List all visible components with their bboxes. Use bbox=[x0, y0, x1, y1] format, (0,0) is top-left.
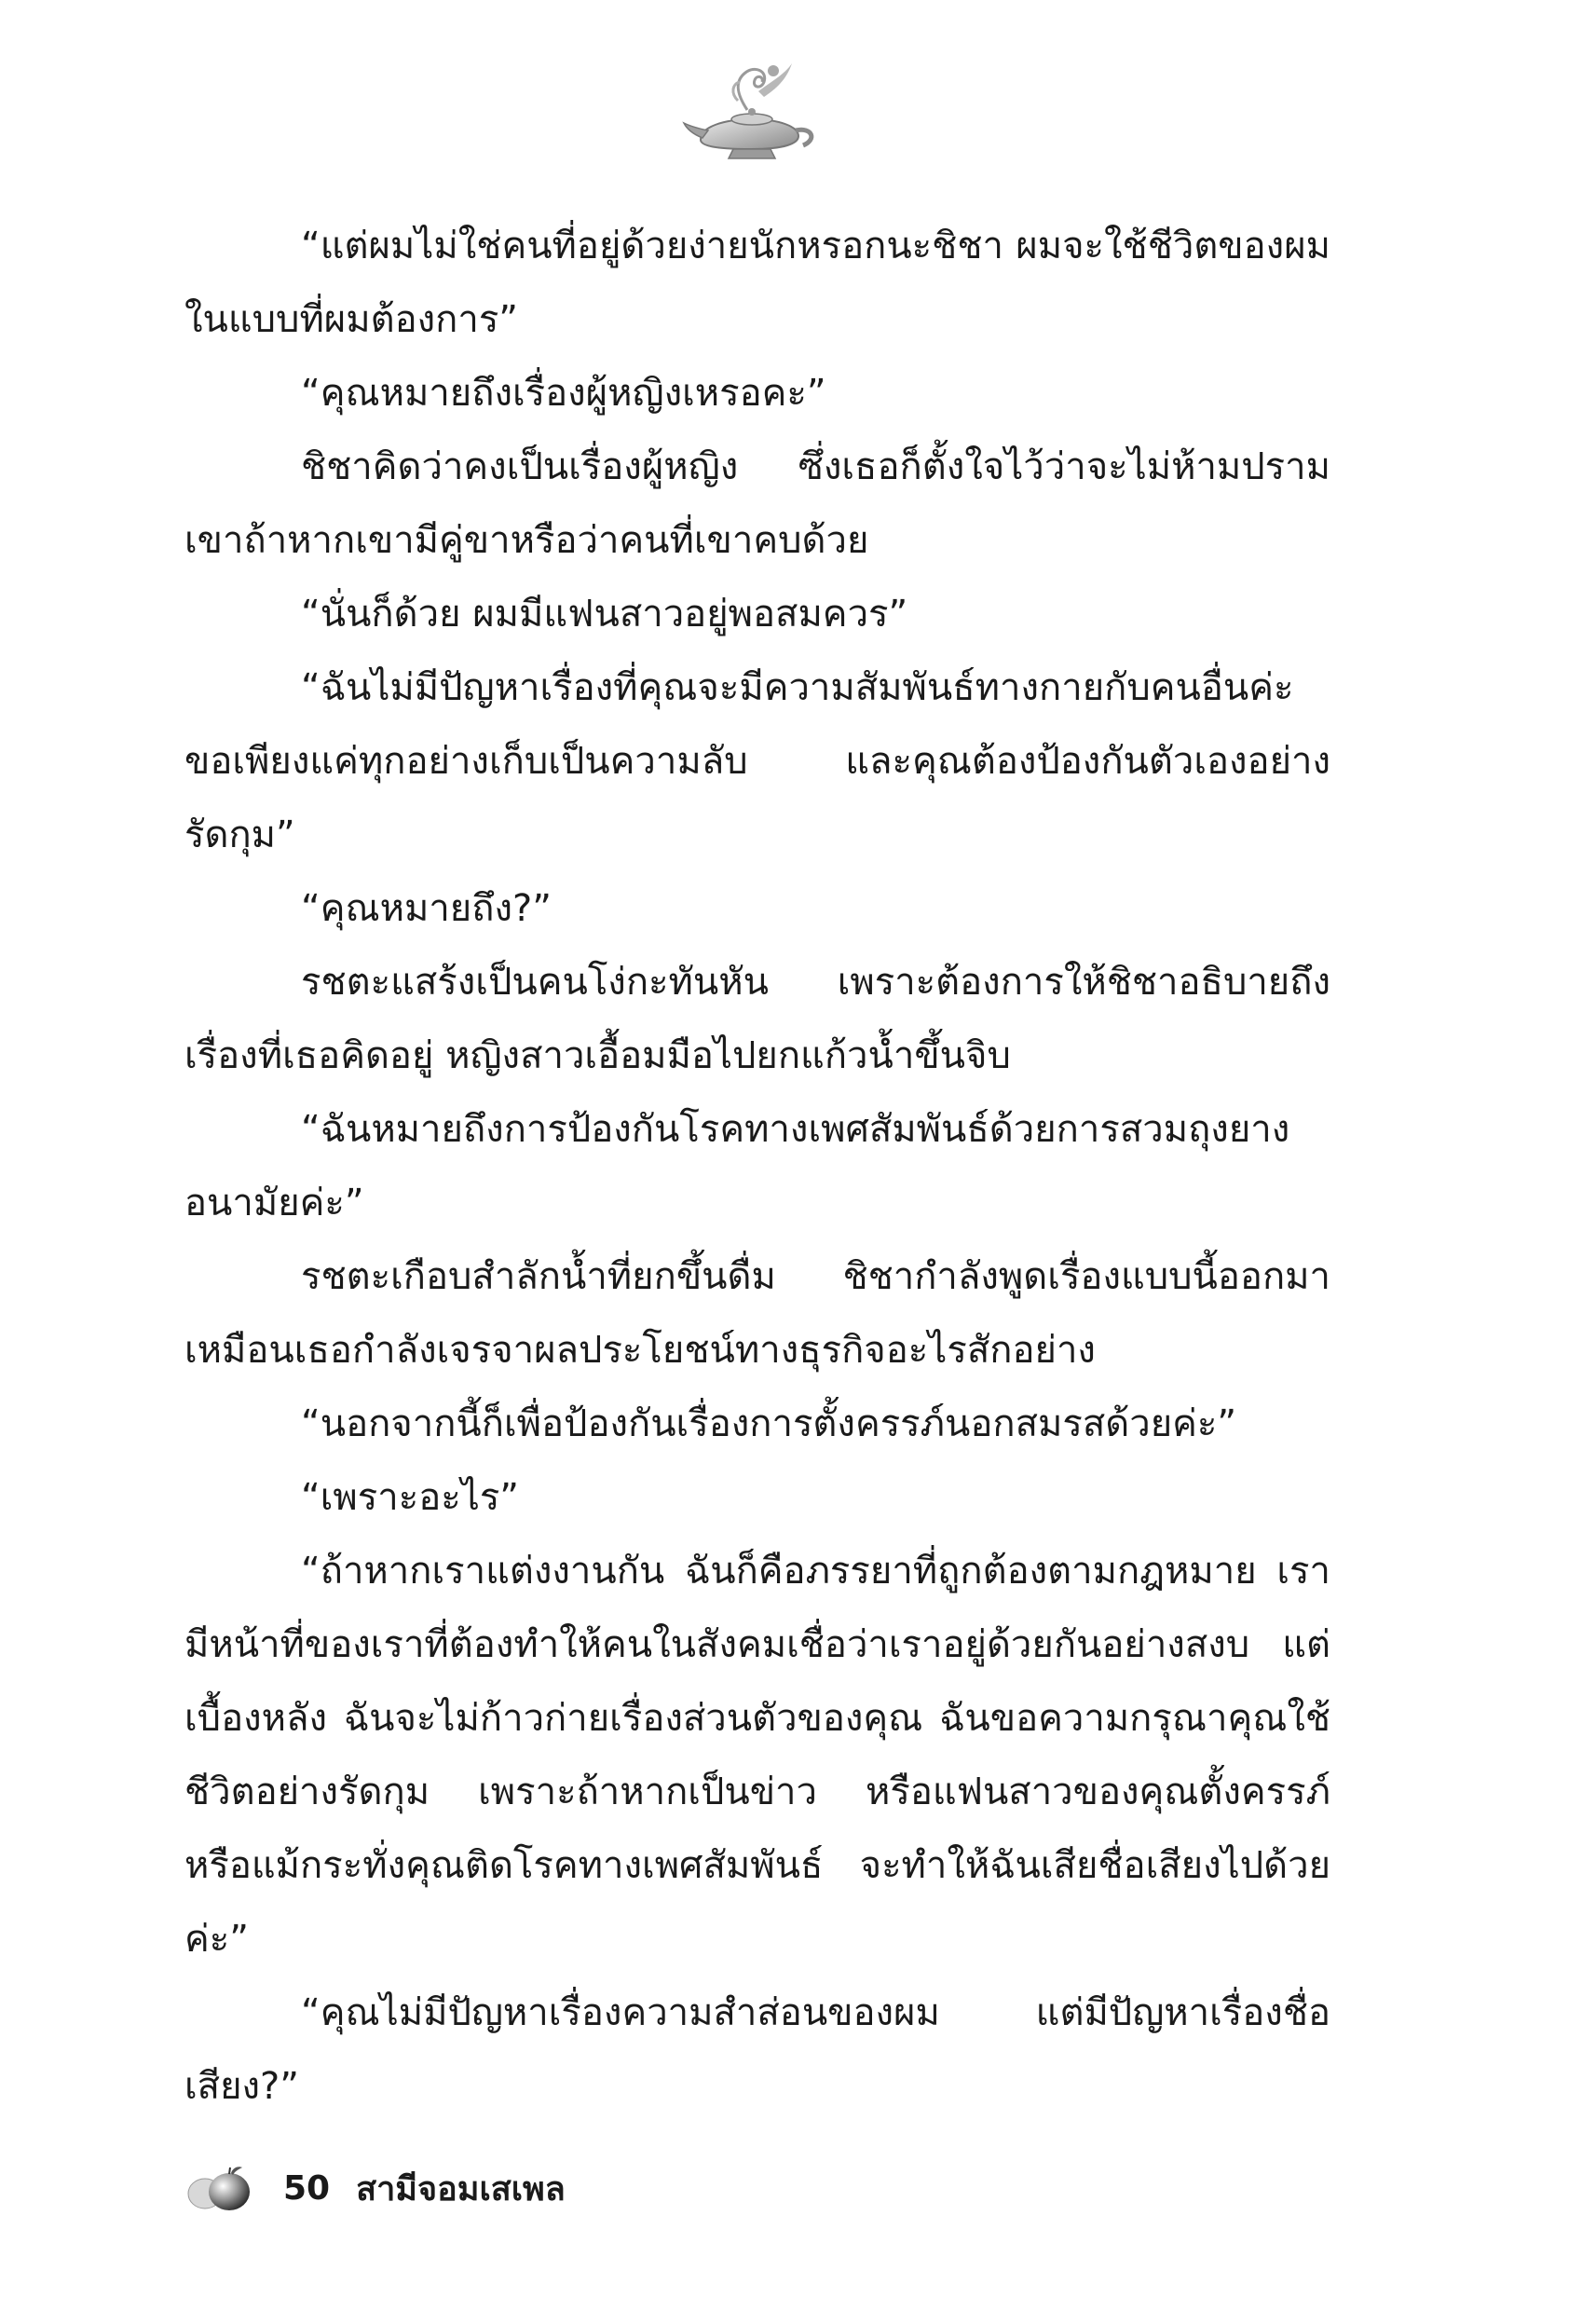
page-number: 50 bbox=[283, 2168, 331, 2208]
paragraph: “คุณหมายถึงเรื่องผู้หญิงเหรอคะ” bbox=[301, 372, 826, 415]
paragraph: ชิชาคิดว่าคงเป็นเรื่องผู้หญิง ซึ่งเธอก็ตั้งใจไว้ว่าจะไม่ห้ามปรามเขาถ้าหากเขามีคู่ขาหรือว่าคนที่เขาคบด้วย bbox=[184, 445, 1330, 562]
genie-lamp-icon bbox=[682, 54, 822, 166]
paragraph: “คุณไม่มีปัญหาเรื่องความสำส่อนของผม แต่มีปัญหาเรื่องชื่อเสียง?” bbox=[184, 1991, 1330, 2108]
paragraph: “ฉันไม่มีปัญหาเรื่องที่คุณจะมีความสัมพันธ์ทางกายกับคนอื่นค่ะ ขอเพียงแค่ทุกอย่างเก็บเป็นความลับ และคุณต้องป้องกันตัวเองอย่างรัดกุม” bbox=[184, 666, 1330, 856]
paragraph: รชตะแสร้งเป็นคนโง่กะทันหัน เพราะต้องการให้ชิชาอธิบายถึงเรื่องที่เธอคิดอยู่ หญิงสาวเอื้อมมือไปยกแก้วน้ำขึ้นจิบ bbox=[184, 961, 1330, 1077]
paragraph: “นั่นก็ด้วย ผมมีแฟนสาวอยู่พอสมควร” bbox=[301, 593, 908, 636]
paragraph: “ถ้าหากเราแต่งงานกัน ฉันก็คือภรรยาที่ถูกต้องตามกฎหมาย เรามีหน้าที่ของเราที่ต้องทำให้คนในสังคมเชื่อว่าเราอยู่ด้วยกันอย่างสงบ แต่เบื้องหลัง ฉันจะไม่ก้าวก่ายเรื่องส่วนตัวของคุณ ฉันขอความกรุณาคุณใช้ชีวิตอย่างรัดกุม เพราะถ้าหากเป็นข่าว หรือแฟนสาวของคุณตั้งครรภ์ หรือแม้กระทั่งคุณติดโรคทางเพศสัมพันธ์ จะทำให้ฉันเสียชื่อเสียงไปด้วยค่ะ” bbox=[184, 1550, 1330, 1961]
paragraph: “เพราะอะไร” bbox=[301, 1476, 520, 1519]
book-title: สามีจอมเสเพล bbox=[356, 2169, 566, 2208]
paragraph: “นอกจากนี้ก็เพื่อป้องกันเรื่องการตั้งครรภ์นอกสมรสด้วยค่ะ” bbox=[301, 1402, 1237, 1445]
paragraph: “ฉันหมายถึงการป้องกันโรคทางเพศสัมพันธ์ด้วยการสวมถุงยางอนามัยค่ะ” bbox=[184, 1108, 1290, 1224]
paragraph: รชตะเกือบสำลักน้ำที่ยกขึ้นดื่ม ชิชากำลังพูดเรื่องแบบนี้ออกมาเหมือนเธอกำลังเจรจาผลประโยชน์ทางธุรกิจอะไรสักอย่าง bbox=[184, 1255, 1330, 1372]
body-text bbox=[184, 210, 1330, 2124]
paragraph: “แต่ผมไม่ใช่คนที่อยู่ด้วยง่ายนักหรอกนะชิชา ผมจะใช้ชีวิตของผม ในแบบที่ผมต้องการ” bbox=[184, 225, 1330, 341]
paragraph: “คุณหมายถึง?” bbox=[301, 887, 552, 930]
page-footer bbox=[184, 2160, 566, 2216]
apple-logo-icon bbox=[184, 2162, 261, 2214]
